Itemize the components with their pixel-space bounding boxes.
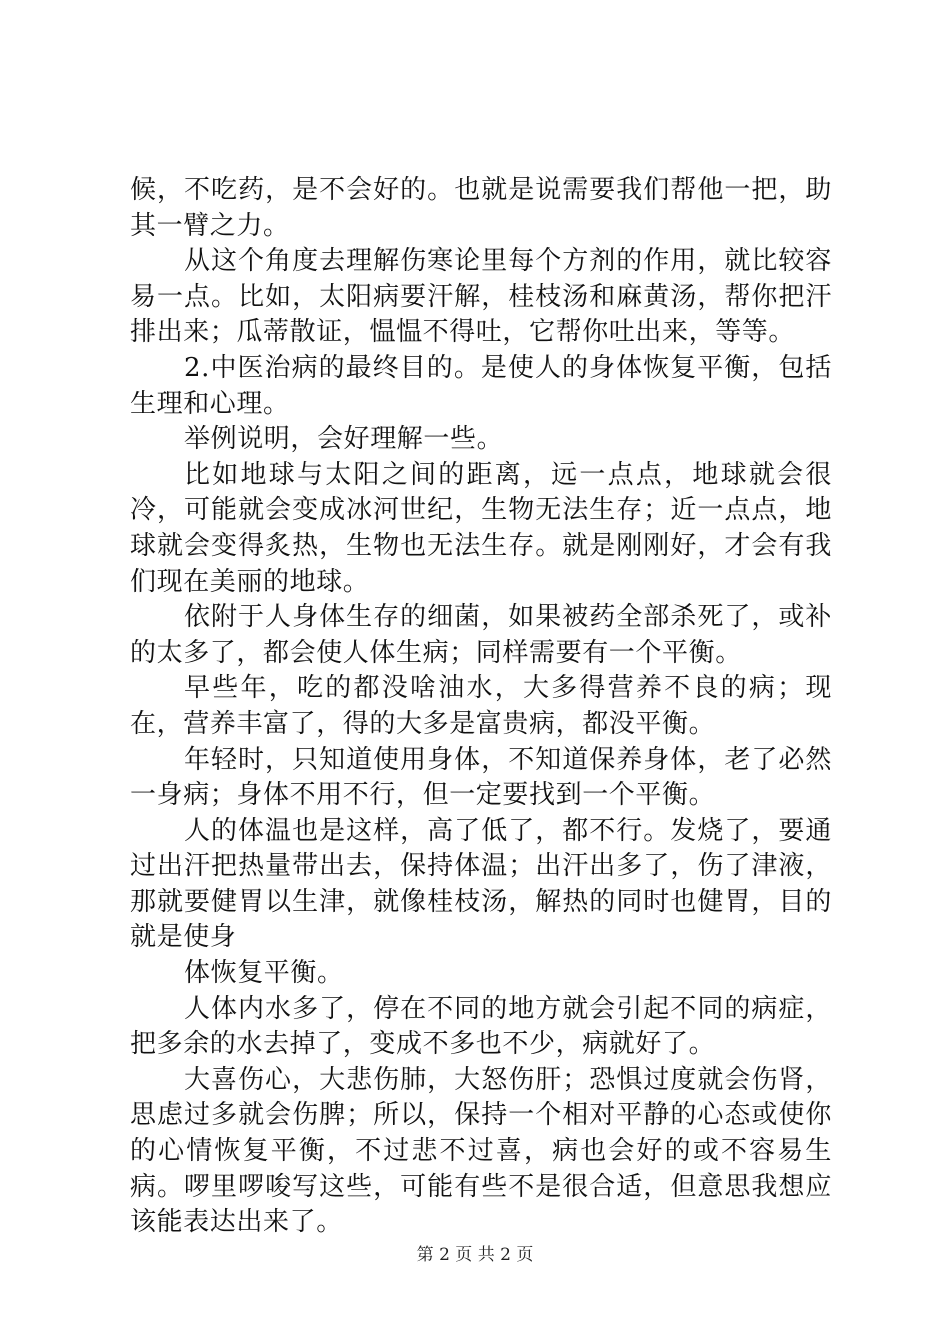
paragraph-6: 依附于人身体生存的细菌，如果被药全部杀死了，或补的太多了，都会使人体生病；同样需要有一个平衡。: [130, 602, 832, 668]
paragraph-5: 比如地球与太阳之间的距离，远一点点，地球就会很冷，可能就会变成冰河世纪，生物无法生存；近一点点，地球就会变得炙热，生物也无法生存。就是刚刚好，才会有我们现在美丽的地球。: [130, 459, 832, 597]
page-footer: 第 2 页 共 2 页: [416, 1245, 534, 1265]
paragraph-11: 人体内水多了，停在不同的地方就会引起不同的病症，把多余的水去掉了，变成不多也不少，病就好了。: [130, 993, 832, 1060]
paragraph-10: 体恢复平衡。: [184, 958, 344, 989]
paragraph-3: 2.中医治病的最终目的。是使人的身体恢复平衡，包括生理和心理。: [130, 352, 832, 419]
body-text: [130, 173, 832, 1241]
paragraph-7: 早些年，吃的都没啥油水，大多得营养不良的病；现在，营养丰富了，得的大多是富贵病，都没平衡。: [130, 673, 832, 739]
paragraph-9: 人的体温也是这样，高了低了，都不行。发烧了，要通过出汗把热量带出去，保持体温；出汗出多了，伤了津液，那就要健胃以生津，就像桂枝汤，解热的同时也健胃，目的就是使身: [130, 815, 832, 953]
paragraph-12: 大喜伤心，大悲伤肺，大怒伤肝；恐惧过度就会伤肾，思虑过多就会伤脾；所以，保持一个相对平静的心态或使你的心情恢复平衡，不过悲不过喜，病也会好的或不容易生病。啰里啰唆写这些，可能有些不是很合适，但意思我想应该能表达出来了。: [130, 1064, 832, 1238]
paragraph-2: 从这个角度去理解伤寒论里每个方剂的作用，就比较容易一点。比如，太阳病要汗解，桂枝汤和麻黄汤，帮你把汗排出来；瓜蒂散证，愠愠不得吐，它帮你吐出来，等等。: [130, 246, 832, 348]
paragraph-4: 举例说明，会好理解一些。: [184, 424, 504, 455]
paragraph-1: 候，不吃药，是不会好的。也就是说需要我们帮他一把，助其一臂之力。: [130, 175, 832, 241]
paragraph-8: 年轻时，只知道使用身体，不知道保养身体，老了必然一身病；身体不用不行，但一定要找到一个平衡。: [130, 744, 832, 811]
